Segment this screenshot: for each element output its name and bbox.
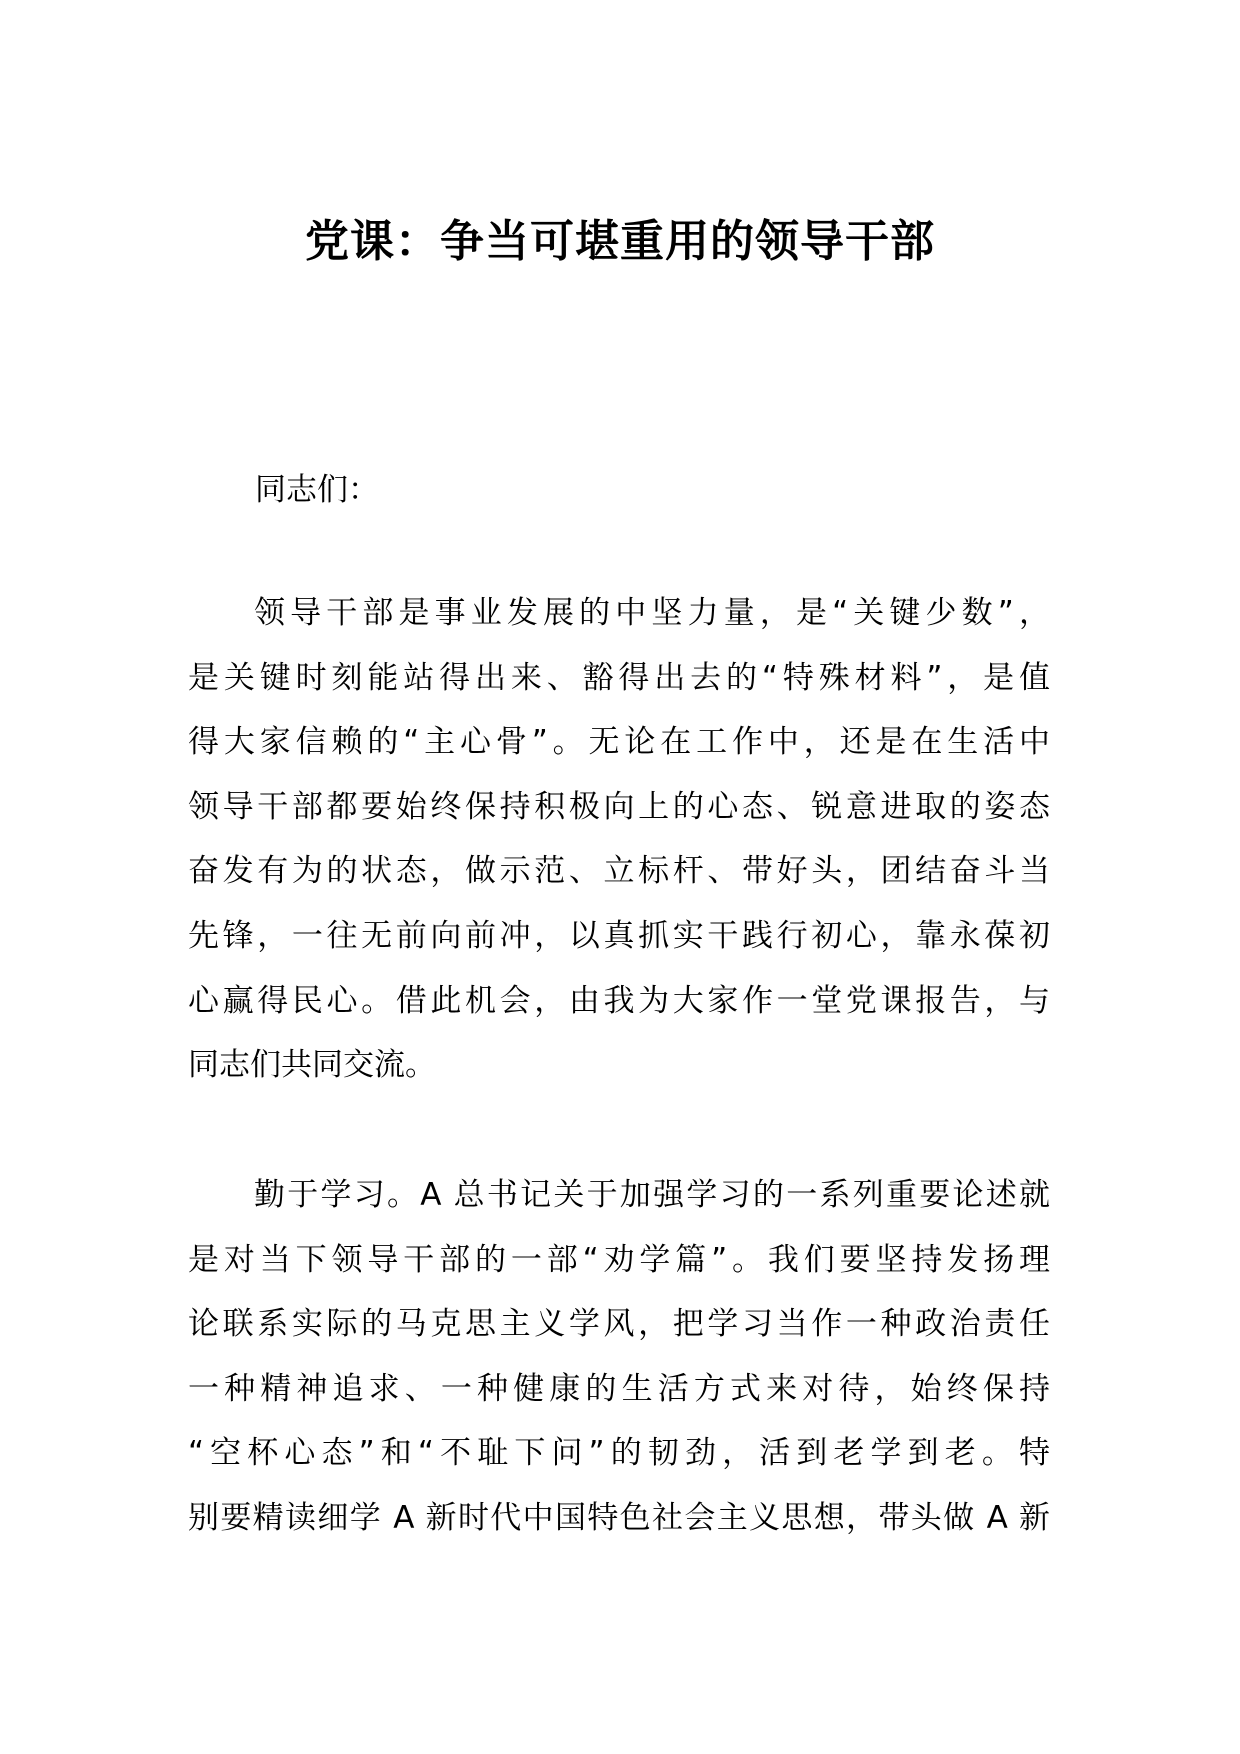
text-line: 领导干部是事业发展的中坚力量，是“关键少数”，: [254, 595, 1050, 631]
text-line: “空杯心态”和“不耻下问”的韧劲，活到老学到老。特: [188, 1435, 1050, 1472]
text-line: 是对当下领导干部的一部“劝学篇”。我们要坚持发扬理: [188, 1241, 1050, 1278]
text-line: 同志们共同交流。: [188, 1047, 436, 1084]
text-line: 一种精神追求、一种健康的生活方式来对待，始终保持: [188, 1370, 1050, 1407]
greeting: 同志们：: [255, 472, 379, 508]
text-line: 论联系实际的马克思主义学风，把学习当作一种政治责任: [188, 1306, 1050, 1343]
text-line: 得大家信赖的“主心骨”。无论在工作中，还是在生活中: [188, 724, 1050, 761]
text-line: 先锋，一往无前向前冲，以真抓实干践行初心，靠永葆初: [188, 917, 1050, 954]
text-line: 别要精读细学 A 新时代中国特色社会主义思想，带头做 A 新: [188, 1499, 1050, 1536]
text-line: 是关键时刻能站得出来、豁得出去的“特殊材料”，是值: [188, 659, 1050, 696]
paragraph-intro: [188, 593, 1050, 1110]
text-line: 领导干部都要始终保持积极向上的心态、锐意进取的姿态: [188, 788, 1050, 825]
text-line: 奋发有为的状态，做示范、立标杆、带好头，团结奋斗当: [188, 853, 1050, 890]
paragraph-study: [188, 1175, 1050, 1563]
text-line: 勤于学习。A 总书记关于加强学习的一系列重要论述就: [254, 1177, 1050, 1213]
text-line: 心赢得民心。借此机会，由我为大家作一堂党课报告，与: [188, 982, 1050, 1019]
document-title: 党课：争当可堪重用的领导干部: [305, 216, 935, 267]
